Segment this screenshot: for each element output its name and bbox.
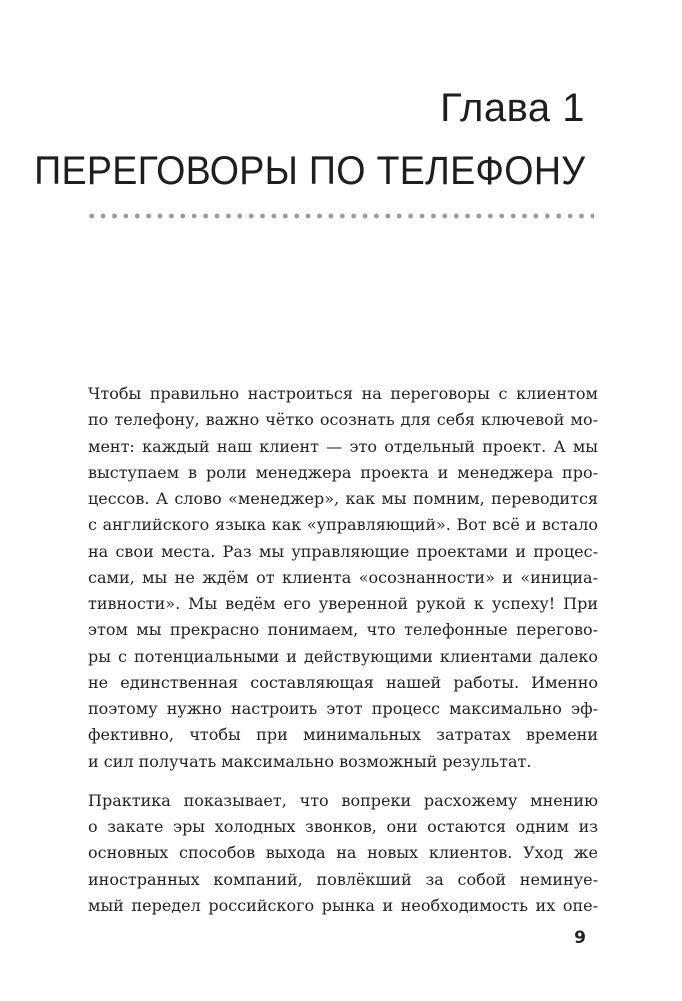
text-line: тивности». Мы ведём его уверенной рукой к успеху! При (88, 594, 598, 613)
page-number: 9 (574, 928, 586, 948)
text-line: не единственная составляющая нашей работы. Именно (88, 672, 598, 692)
text-line: иностранных компаний, повлёкший за собой неминуе- (88, 869, 598, 889)
text-line: основных способов выхода на новых клиентов. Уход же (88, 843, 598, 863)
text-line: мый передел российского рынка и необходимость их опе- (88, 895, 598, 915)
text-line: выступаем в роли менеджера проекта и менеджера про- (88, 462, 598, 482)
text-line: Чтобы правильно настроиться на переговоры с клиентом (88, 384, 598, 403)
text-line: цессов. А слово «менеджер», как мы помним, переводится (88, 489, 598, 508)
paragraph (88, 788, 598, 919)
text-line: сами, мы не ждём от клиента «осознанности» и «инициа- (88, 567, 598, 587)
body-text (88, 381, 598, 919)
chapter-title: ПЕРЕГОВОРЫ ПО ТЕЛЕФОНУ (33, 149, 585, 193)
text-line: мент: каждый наш клиент — это отдельный проект. А мы (88, 436, 598, 456)
text-line: с английского языка как «управляющий». Вот всё и встало (88, 515, 598, 535)
text-line: этом мы прекрасно понимаем, что телефонные перегово- (88, 620, 598, 640)
chapter-label: Глава 1 (440, 86, 585, 130)
text-line: поэтому нужно настроить этот процесс максимально эф- (88, 699, 598, 718)
text-line: фективно, чтобы при минимальных затратах времени (88, 725, 598, 745)
text-line: на свои места. Раз мы управляющие проектами и процес- (88, 541, 598, 561)
text-line: и сил получать максимально возможный результат. (88, 751, 532, 771)
text-line: ры с потенциальными и действующими клиентами далеко (88, 646, 598, 666)
dotted-divider (86, 213, 594, 219)
text-line: о закате эры холодных звонков, они остаются одним из (88, 817, 598, 836)
paragraph (88, 381, 598, 775)
text-line: Практика показывает, что вопреки расхожему мнению (88, 790, 598, 810)
text-line: по телефону, важно чётко осознать для себя ключевой мо- (88, 410, 598, 430)
